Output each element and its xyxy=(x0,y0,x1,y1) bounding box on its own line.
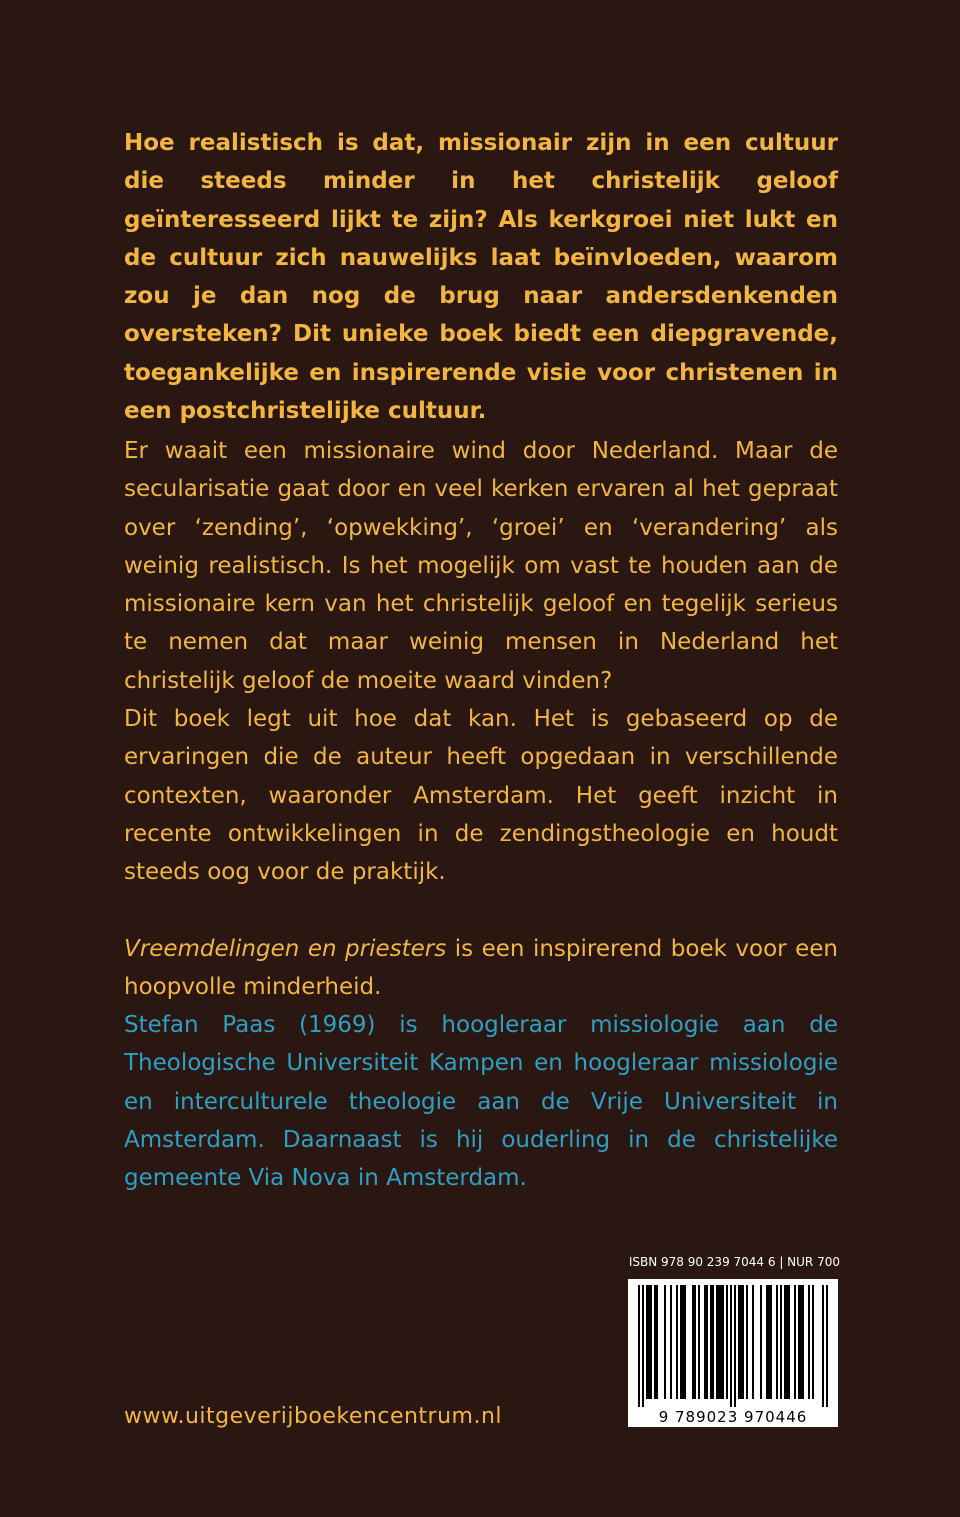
closing-paragraph xyxy=(124,930,838,1007)
barcode-bar-0 xyxy=(638,1285,640,1407)
barcode-bar-10 xyxy=(704,1285,708,1399)
barcode-bar-4 xyxy=(664,1285,666,1399)
barcode-bar-6 xyxy=(676,1285,678,1399)
barcode-bar-26 xyxy=(808,1285,810,1399)
barcode-bar-9 xyxy=(698,1285,700,1399)
description-paragraph-1: Er waait een missionaire wind door Nederland. Maar de secularisatie gaat door en veel kerken ervaren al het gepraat over ‘zending’, ‘opwekking’, ‘groei’ en ‘verandering’ als weinig realistisch. Is het mogelijk om vast te houden aan de missionaire kern van het christelijk geloof en tegelijk serieus te nemen dat maar weinig mensen in Nederland het christelijk geloof de moeite waard vinden? xyxy=(124,438,838,694)
description-paragraph-2: Dit boek legt uit hoe dat kan. Het is gebaseerd op de ervaringen die de auteur heeft opgedaan in verschillende contexten, waaronder Amsterdam. Het geeft inzicht in recente ontwikkelingen in de zendingstheologie en houdt steeds oog voor de praktijk. xyxy=(124,706,838,886)
isbn-text: ISBN 978 90 239 7044 6 | NUR 700 xyxy=(628,1255,840,1269)
barcode-bar-14 xyxy=(730,1285,732,1407)
barcode-bar-27 xyxy=(812,1285,814,1399)
barcode-bar-2 xyxy=(646,1285,652,1399)
barcode-bar-25 xyxy=(798,1285,804,1399)
barcode-bar-29 xyxy=(826,1285,828,1407)
barcode xyxy=(628,1279,838,1427)
barcode-bar-3 xyxy=(654,1285,658,1399)
blurb-text: Hoe realistisch is dat, missionair zijn in een cultuur die steeds minder in het christelijk geloof geïnteresseerd lijkt te zijn? Als kerkgroei niet lukt en de cultuur zich nauwelijks laat beïnvloeden, waarom zou je dan nog de brug naar andersdenkenden oversteken? Dit unieke boek biedt een diepgravende, toegankelijke en inspirerende visie voor christenen in een postchristelijke cultuur. xyxy=(124,130,838,425)
barcode-bar-17 xyxy=(746,1285,748,1399)
barcode-bar-24 xyxy=(794,1285,796,1399)
barcode-bar-12 xyxy=(716,1285,724,1399)
barcode-bar-13 xyxy=(726,1285,728,1399)
closing-text: is een inspirerend boek voor een hoopvolle minderheid. xyxy=(124,935,838,1001)
book-title-italic: Vreemdelingen en priesters xyxy=(124,935,447,962)
barcode-bar-5 xyxy=(670,1285,672,1399)
publisher-website[interactable]: www.uitgeverijboekencentrum.nl xyxy=(124,1404,503,1429)
description-body xyxy=(124,432,838,1006)
barcode-bar-15 xyxy=(734,1285,736,1407)
barcode-bar-20 xyxy=(766,1285,772,1399)
author-bio: Stefan Paas (1969) is hoogleraar missiologie aan de Theologische Universiteit Kampen en hoogleraar missiologie en interculturele theologie aan de Vrije Universiteit in Amsterdam. Daarnaast is hij ouderling in de christelijke gemeente Via Nova in Amsterdam. xyxy=(124,1012,838,1192)
barcode-bar-23 xyxy=(784,1285,790,1399)
barcode-bar-22 xyxy=(780,1285,782,1399)
barcode-bar-18 xyxy=(752,1285,754,1399)
barcode-bar-8 xyxy=(692,1285,696,1399)
barcode-bar-7 xyxy=(680,1285,686,1399)
barcode-bar-1 xyxy=(642,1285,644,1407)
barcode-bar-11 xyxy=(710,1285,714,1399)
barcode-digits: 9 789023 970446 xyxy=(658,1408,808,1426)
barcode-bar-16 xyxy=(738,1285,744,1399)
barcode-bar-21 xyxy=(776,1285,778,1399)
barcode-bar-28 xyxy=(822,1285,824,1407)
barcode-bars xyxy=(628,1279,838,1427)
barcode-bar-19 xyxy=(760,1285,762,1399)
